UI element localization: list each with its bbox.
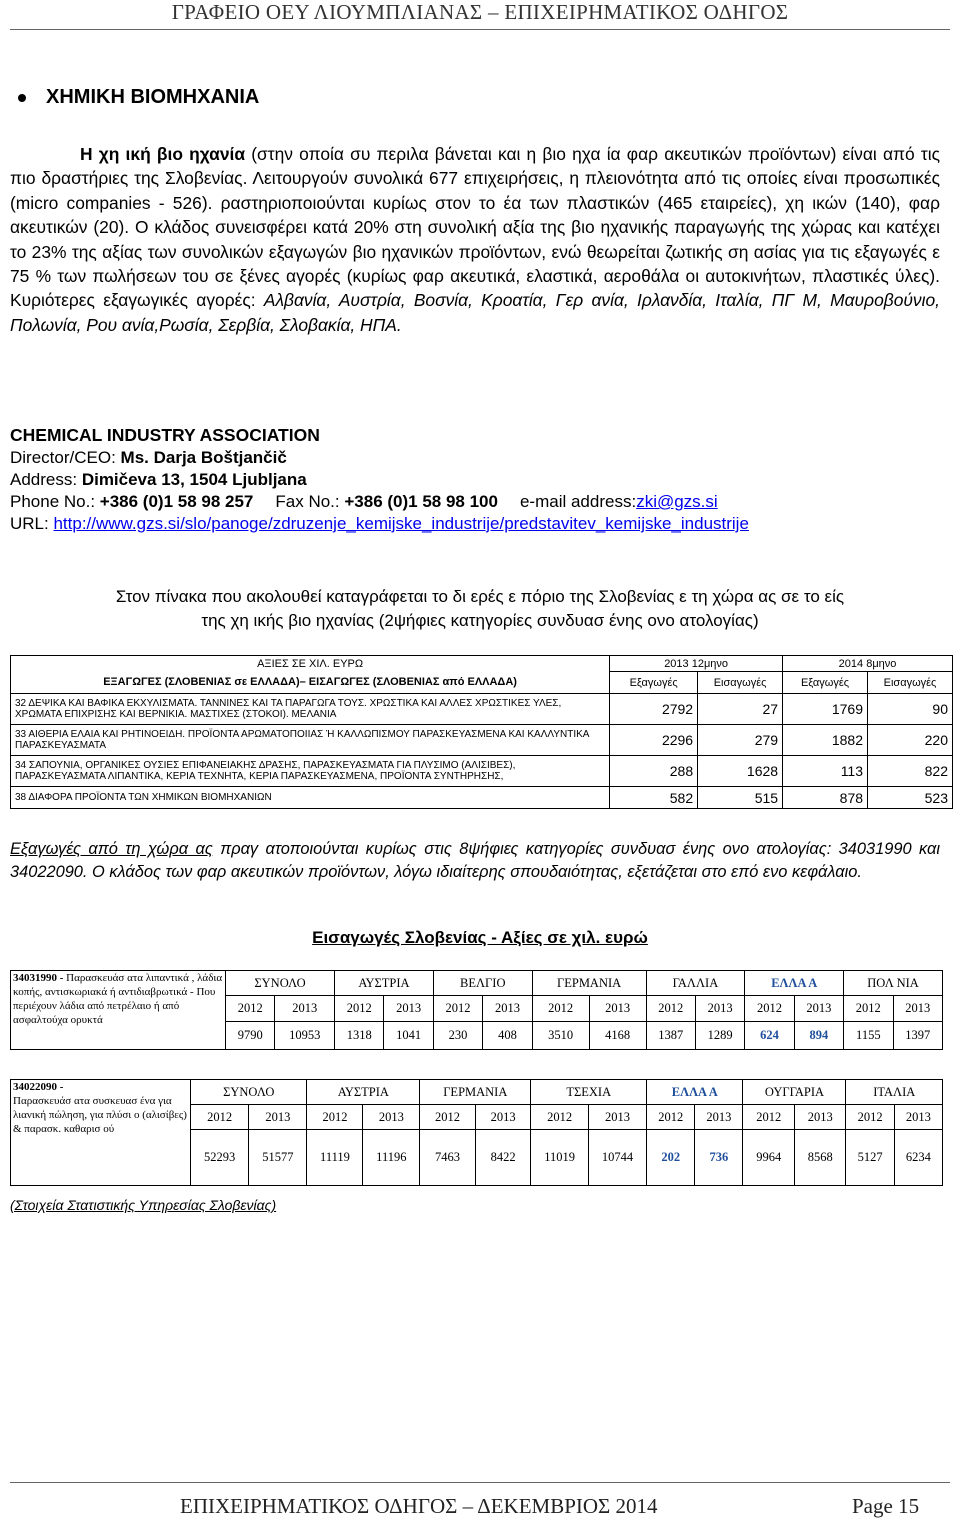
association-contact [10,424,749,535]
year-cell: 2012 [532,996,589,1022]
value-cell: 230 [433,1022,482,1050]
table-row [11,756,953,787]
imports-title-text: Εισαγωγές Σλοβενίας - Αξίες σε χιλ. ευρώ [312,928,648,947]
country-header: ΓΕΡΜΑΝΙΑ [532,971,646,996]
value-cell: 10953 [275,1022,335,1050]
year-cell: 2012 [335,996,384,1022]
product-code: 34022090 - [13,1081,64,1093]
cell: 878 [783,787,868,809]
value-cell: 3510 [532,1022,589,1050]
value-cell: 9790 [226,1022,275,1050]
country-header-greece: ΕΛΛΑ Α [647,1080,743,1105]
cell: 27 [698,694,783,725]
year-cell: 2012 [646,996,695,1022]
year-cell: 2012 [844,996,893,1022]
imports-title [0,928,960,948]
address-value: Dimičeva 13, 1504 Ljubljana [81,470,307,489]
country-header: ΣΥΝΟΛΟ [191,1080,307,1105]
year-cell: 2013 [588,1105,646,1130]
col-imports-2014: Εισαγωγές [868,672,953,694]
export-markets: Αλβανία, Αυστρία, Βοσνία, Κροατία, Γερ ανία, Ιρλανδία, Ιταλία, ΠΓ Μ, Μαυροβούνιο, Πολωνία, Ρου ανία,Ρωσία, Σερβία, Σλοβακία, ΗΠΑ. [10,290,940,335]
table-intro [10,585,950,633]
cell: 523 [868,787,953,809]
table-row [11,694,953,725]
flows-label: ΕΞΑΓΩΓΕΣ (ΣΛΟΒΕΝΙΑΣ σε ΕΛΛΑΔΑ)– ΕΙΣΑΓΩΓΕΣ (ΣΛΟΒΕΝΙΑΣ από ΕΛΛΑΔΑ) [11,672,610,694]
values-label: ΑΞΙΕΣ ΣΕ ΧΙΛ. ΕΥΡΩ [11,656,610,672]
value-cell: 11019 [531,1130,589,1186]
country-header-greece: ΕΛΛΑ Α [745,971,844,996]
value-cell: 8568 [794,1130,846,1186]
year-cell: 2012 [191,1105,249,1130]
country-header: ΙΤΑΛΙΑ [846,1080,943,1105]
year-cell: 2013 [794,1105,846,1130]
director-label: Director/CEO: [10,448,121,467]
contact-line [10,491,749,513]
url-label: URL: [10,514,54,533]
year-cell: 2012 [745,996,794,1022]
url-line [10,513,749,535]
country-header: ΤΣΕΧΙΑ [531,1080,647,1105]
value-cell-greece: 624 [745,1022,794,1050]
year-cell: 2012 [420,1105,476,1130]
country-header: ΓΑΛΛΙΑ [646,971,745,996]
email-link[interactable]: zki@gzs.si [636,492,718,511]
country-header: ΑΥΣΤΡΙΑ [307,1080,420,1105]
section-title: ΧΗΜΙΚΗ ΒΙΟΜΗΧΑΝΙΑ [46,86,260,108]
phone-label: Phone No.: [10,492,100,511]
email-label: e-mail address: [519,492,637,511]
year-cell: 2013 [483,996,532,1022]
value-cell: 6234 [894,1130,942,1186]
cell: 1882 [783,725,868,756]
col-imports-2013: Εισαγωγές [698,672,783,694]
cell: 2792 [610,694,698,725]
value-cell: 1155 [844,1022,893,1050]
year-cell: 2013 [695,996,744,1022]
paragraph-lead: Η χη ική βιο ηχανία [80,144,246,164]
cell: 822 [868,756,953,787]
value-cell: 1289 [695,1022,744,1050]
year-cell: 2013 [275,996,335,1022]
trade-table [10,655,953,809]
value-cell: 1041 [384,1022,433,1050]
product-label [11,1080,191,1186]
section-heading [18,86,259,109]
value-cell: 1397 [893,1022,943,1050]
year-cell: 2013 [384,996,433,1022]
row-label: 33 ΑΙΘΕΡΙΑ ΕΛΑΙΑ ΚΑΙ ΡΗΤΙΝΟΕΙΔΗ. ΠΡΟΪΟΝΤΑ ΑΡΩΜΑΤΟΠΟΙΙΑΣ Ή ΚΑΛΛΩΠΙΣΜΟΥ ΠΑΡΑΣΚΕΥΑΣΜΕΝΑ ΚΑΙ ΚΑΛΛΥΝΤΙΚΑ ΠΑΡΑΣΚΕΥΑΣΜΑΤΑ [11,725,610,756]
value-cell: 1387 [646,1022,695,1050]
value-cell: 9964 [743,1130,795,1186]
country-header: ΒΕΛΓΙΟ [433,971,532,996]
fax-label: Fax No.: [275,492,345,511]
exports-note [10,838,940,884]
value-cell-greece: 736 [695,1130,743,1186]
cell: 220 [868,725,953,756]
year-cell: 2012 [647,1105,695,1130]
cell: 582 [610,787,698,809]
year-cell: 2013 [893,996,943,1022]
product-label [11,971,226,1050]
director-name: Ms. Darja Boštjančič [120,448,287,467]
value-cell: 408 [483,1022,532,1050]
association-name: CHEMICAL INDUSTRY ASSOCIATION [10,425,320,445]
note-text: πραγ ατοποιούνται κυρίως στις 8ψήφιες κατηγορίες συνδυασ ένης ονο ατολογίας: 34031990 και 34022090. Ο κλάδος των φαρ ακευτικών προϊόντων, λόγω ιδιαίτερης σπουδαιότητας, εξετάζεται στο επό ενο κεφάλαιο. [10,840,940,881]
value-cell: 52293 [191,1130,249,1186]
value-cell: 11119 [307,1130,363,1186]
value-cell: 7463 [420,1130,476,1186]
table-row [11,725,953,756]
row-label: 34 ΣΑΠΟΥΝΙΑ, ΟΡΓΑΝΙΚΕΣ ΟΥΣΙΕΣ ΕΠΙΦΑΝΕΙΑΚΗΣ ΔΡΑΣΗΣ, ΠΑΡΑΣΚΕΥΑΣΜΑΤΑ ΓΙΑ ΠΛΥΣΙΜΟ (ΑΛΙΣΙΒΕΣ), ΠΑΡΑΣΚΕΥΑΣΜΑΤΑ ΛΙΠΑΝΤΙΚΑ, ΚΕΡΙΑ ΤΕΧΝΗΤΑ, ΚΕΡΙΑ ΠΑΡΑΣΚΕΥΑΣΜΕΝΑ, ΠΡΟΪΟΝΤΑ ΣΥΝΤΗΡΗΣΗΣ, [11,756,610,787]
row-label: 32 ΔΕΨΙΚΑ ΚΑΙ ΒΑΦΙΚΑ ΕΚΧΥΛΙΣΜΑΤΑ. ΤΑΝΝΙΝΕΣ ΚΑΙ ΤΑ ΠΑΡΑΓΩΓΑ ΤΟΥΣ. ΧΡΩΣΤΙΚΑ ΚΑΙ ΑΛΛΕΣ ΧΡΩΣΤΙΚΕΣ ΥΛΕΣ, ΧΡΩΜΑΤΑ ΕΠΙΧΡΙΣΗΣ ΚΑΙ ΒΕΡΝΙΚΙΑ. ΜΑΣΤΙΧΕΣ (ΣΤΟΚΟΙ). ΜΕΛΑΝΙΑ [11,694,610,725]
address-line [10,469,749,491]
paragraph-text: (στην οποία συ περιλα βάνεται και η βιο ηχα ία φαρ ακευτικών προϊόντων) είναι από τις πιο δραστήριες της Σλοβενίας. Λειτουργούν συνολικά 677 επιχειρήσεις, η πλειονότητα από τις οποίες είναι προσωπικές (micro companies - 526). ραστηριοποιούνται κυρίως στον το έα των πλαστικών (465 εταιρείες), χη ικών (140), φαρ ακευτικών (20). Ο κλάδος συνεισφέρει κατά 20% στη συνολική αξία της βιο ηχανικής παραγωγής της χώρας και κατέχει το 23% της αξίας των συνολικών εξαγωγών βιο ηχανικών προϊόντων, ενώ θεωρείται ζωτικής ση ασίας για τις εξαγωγές ε 75 % των πωλήσεων του σε ξένες αγορές (κυρίως φαρ ακευτικά, ελαστικά, αεροθάλα οι αυτοκινήτων, πλαστικές ύλες). Κυριότερες εξαγωγικές αγορές: [10,144,940,311]
country-header: ΟΥΓΓΑΡΙΑ [743,1080,846,1105]
address-label: Address: [10,470,82,489]
country-header: ΣΥΝΟΛΟ [226,971,335,996]
cell: 113 [783,756,868,787]
phone-value: +386 (0)1 58 98 257 [99,492,254,511]
director-line [10,447,749,469]
url-link[interactable]: http://www.gzs.si/slo/panoge/zdruzenje_kemijske_industrije/predstavitev_kemijske_industrije [53,514,749,533]
value-cell: 5127 [846,1130,894,1186]
bullet-icon [18,94,26,102]
page-header: ΓΡΑΦΕΙΟ ΟΕΥ ΛΙΟΥΜΠΛΙΑΝΑΣ – ΕΠΙΧΕΙΡΗΜΑΤΙΚΟΣ ΟΔΗΓΟΣ [171,0,789,24]
value-cell: 8422 [475,1130,531,1186]
cell: 2296 [610,725,698,756]
imports-table-34022090 [10,1079,943,1186]
value-cell: 1318 [335,1022,384,1050]
page-number: Page 15 [852,1494,920,1518]
year-cell: 2012 [433,996,482,1022]
cell: 288 [610,756,698,787]
table-row [11,787,953,809]
col-exports-2014: Εξαγωγές [783,672,868,694]
year-cell: 2013 [894,1105,942,1130]
year-cell: 2013 [695,1105,743,1130]
year-cell: 2013 [589,996,646,1022]
country-header: ΠΟΛ ΝΙΑ [844,971,943,996]
year-cell: 2012 [846,1105,894,1130]
year-cell: 2013 [363,1105,420,1130]
product-desc: Παρασκευάσ ατα λιπαντικά , λάδια κοπής, αντισκωριακά ή αντιδιαβρωτικά - Που περιέχουν λάδια από πετρέλαιο ή από ασφαλτούχα ορυκτά [13,972,223,1026]
country-header: ΓΕΡΜΑΝΙΑ [420,1080,531,1105]
value-cell: 51577 [249,1130,307,1186]
cell: 90 [868,694,953,725]
country-header: ΑΥΣΤΡΙΑ [335,971,434,996]
cell: 515 [698,787,783,809]
header-divider [10,29,950,30]
year-cell: 2012 [531,1105,589,1130]
product-code: 34031990 - [13,972,67,984]
cell: 1769 [783,694,868,725]
year-cell: 2013 [249,1105,307,1130]
cell: 279 [698,725,783,756]
year-cell: 2013 [475,1105,531,1130]
col-exports-2013: Εξαγωγές [610,672,698,694]
value-cell: 10744 [588,1130,646,1186]
row-label: 38 ΔΙΑΦΟΡΑ ΠΡΟΪΟΝΤΑ ΤΩΝ ΧΗΜΙΚΩΝ ΒΙΟΜΗΧΑΝΙΩΝ [11,787,610,809]
year-cell: 2013 [794,996,843,1022]
year-cell: 2012 [307,1105,363,1130]
value-cell: 11196 [363,1130,420,1186]
cell: 1628 [698,756,783,787]
value-cell: 4168 [589,1022,646,1050]
intro-line-2: της χη ικής βιο ηχανίας (2ψήφιες κατηγορίες συνδυασ ένης ονο ατολογίας) [201,611,759,630]
year-cell: 2012 [226,996,275,1022]
intro-line-1: Στον πίνακα που ακολουθεί καταγράφεται το δι ερές ε πόριο της Σλοβενίας ε τη χώρα ας σε το είς [115,587,845,606]
year-cell: 2012 [743,1105,795,1130]
value-cell-greece: 894 [794,1022,843,1050]
fax-value: +386 (0)1 58 98 100 [344,492,498,511]
footer-title: ΕΠΙΧΕΙΡΗΜΑΤΙΚΟΣ ΟΔΗΓΟΣ – ΔΕΚΕΜΒΡΙΟΣ 2014 [180,1494,658,1518]
value-cell-greece: 202 [647,1130,695,1186]
period-2013: 2013 12μηνο [610,656,783,672]
industry-paragraph [10,142,940,337]
footer-divider [10,1482,950,1483]
period-2014: 2014 8μηνο [783,656,953,672]
imports-table-34031990 [10,970,943,1050]
product-desc: Παρασκευάσ ατα συσκευασ ένα για λιανική πώληση, για πλύσι ο (αλισίβες) & παρασκ. καθαρισ ού [13,1095,187,1135]
source-note: (Στοιχεία Στατιστικής Υπηρεσίας Σλοβενίας) [10,1197,277,1213]
note-underlined: Εξαγωγές από τη χώρα ας [10,840,213,858]
